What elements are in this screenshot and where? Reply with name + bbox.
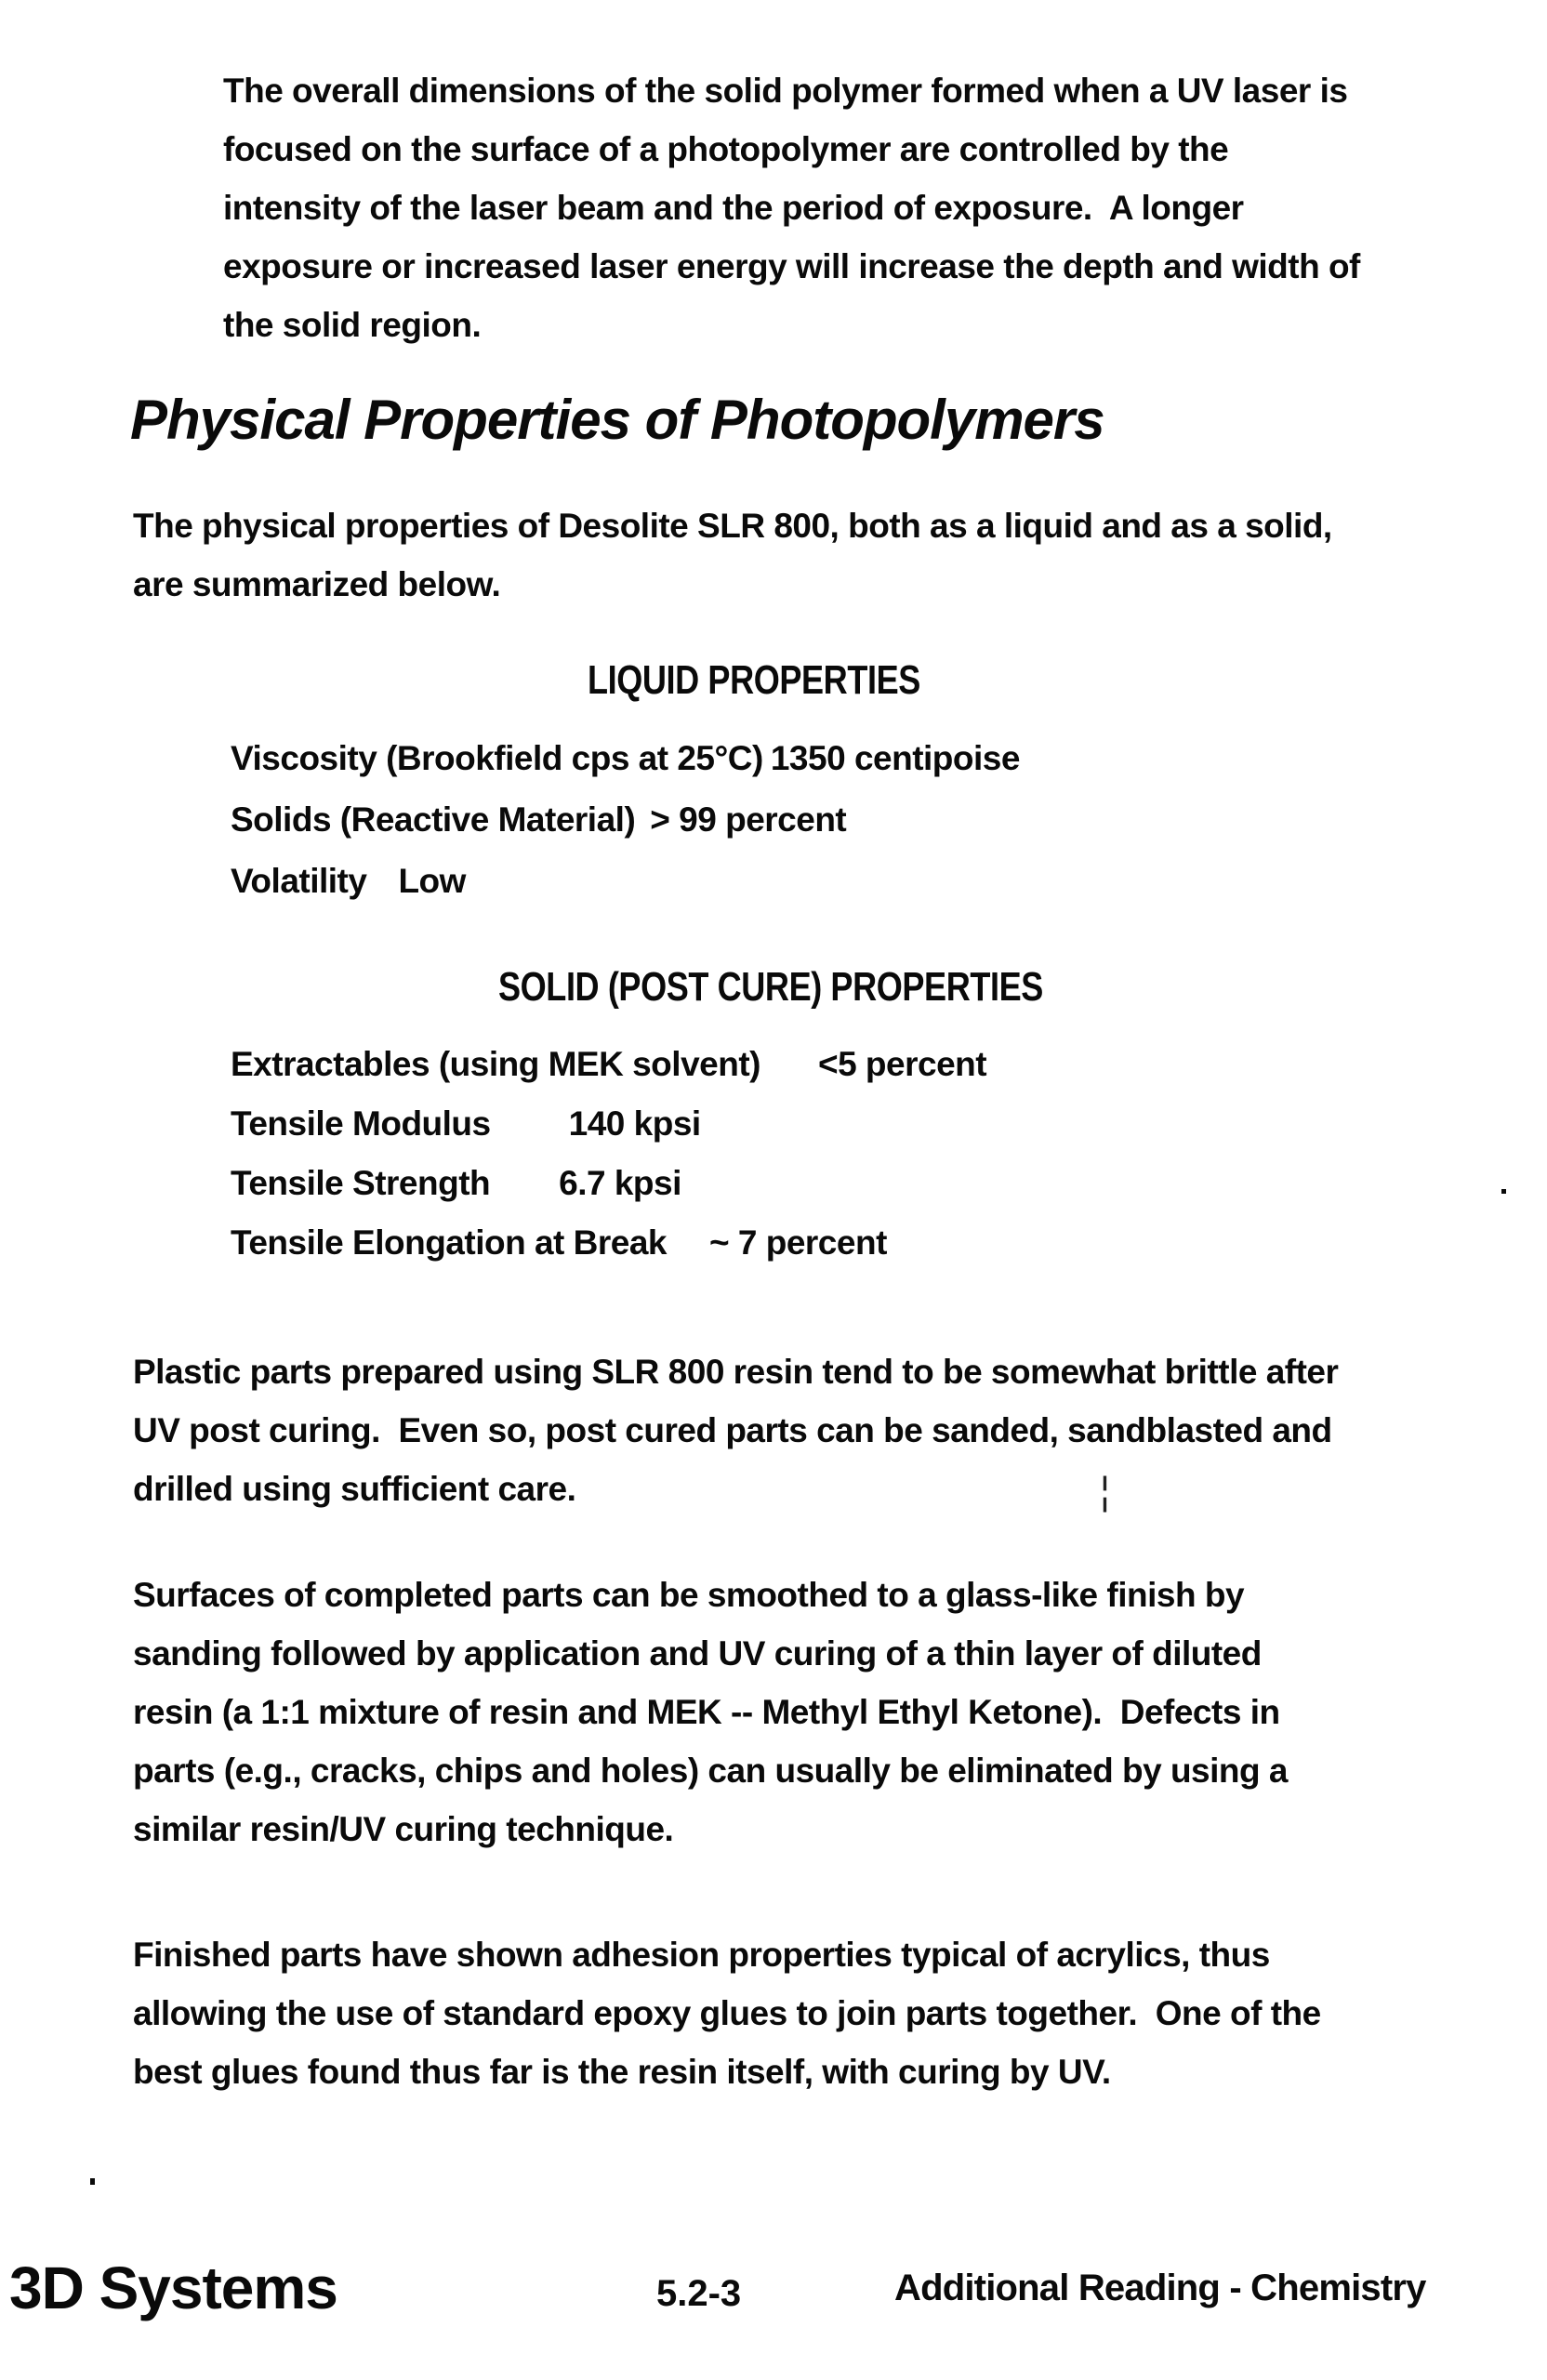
property-row-extractables xyxy=(231,1035,986,1094)
footer-brand-logo: 3D Systems xyxy=(9,2254,337,2321)
property-value: Low xyxy=(398,862,466,900)
property-value: 1350 centipoise xyxy=(770,739,1020,777)
property-label: Volatility xyxy=(231,862,367,900)
property-label: Extractables (using MEK solvent) xyxy=(231,1045,760,1083)
property-label: Tensile Modulus xyxy=(231,1104,491,1143)
property-row-volatility xyxy=(231,851,1020,912)
paragraph-adhesion-glues: Finished parts have shown adhesion properties typical of acrylics, thus allowing the use of standard epoxy glues to join parts together. One of the best glues found thus far is the resin itself, with curing by UV. xyxy=(133,1936,1321,2091)
property-row-tensile-modulus xyxy=(231,1094,986,1154)
footer-page-number: 5.2-3 xyxy=(656,2273,742,2314)
property-value: 140 kpsi xyxy=(568,1104,701,1143)
property-row-viscosity xyxy=(231,728,1020,789)
property-row-tensile-strength xyxy=(231,1154,986,1213)
property-row-tensile-elongation xyxy=(231,1213,986,1273)
scan-artifact-speck xyxy=(90,2178,95,2185)
property-label: Viscosity (Brookfield cps at 25°C) xyxy=(231,739,763,777)
property-label: Tensile Elongation at Break xyxy=(231,1223,667,1262)
scan-artifact-broken-bar: ¦ xyxy=(1100,1469,1110,1513)
property-value: <5 percent xyxy=(817,1045,987,1083)
liquid-properties-table xyxy=(231,728,1020,912)
property-row-solids xyxy=(231,789,1020,851)
liquid-properties-heading: LIQUID PROPERTIES xyxy=(588,656,920,703)
footer-section-title: Additional Reading - Chemistry xyxy=(894,2268,1426,2308)
solid-properties-table xyxy=(231,1035,986,1273)
solid-properties-heading: SOLID (POST CURE) PROPERTIES xyxy=(498,963,1043,1010)
property-value: > 99 percent xyxy=(650,800,847,839)
property-value: ~ 7 percent xyxy=(708,1223,887,1262)
section-heading-physical-properties: Physical Properties of Photopolymers xyxy=(130,389,1104,452)
scan-artifact-dot xyxy=(1501,1189,1506,1194)
property-label: Tensile Strength xyxy=(231,1164,491,1202)
paragraph-properties-summary: The physical properties of Desolite SLR 800, both as a liquid and as a solid, are summarized below. xyxy=(133,507,1332,603)
paragraph-laser-dimensions: The overall dimensions of the solid polymer formed when a UV laser is focused on the surface of a photopolymer are controlled by the intensity of the laser beam and the period of exposure. A longer exposure or increased laser energy will increase the depth and width of the solid region. xyxy=(223,72,1360,344)
paragraph-surface-finishing: Surfaces of completed parts can be smoothed to a glass-like finish by sanding followed by application and UV curing of a thin layer of diluted resin (a 1:1 mixture of resin and MEK -- Methyl Ethyl Ketone). Defects in parts (e.g., cracks, chips and holes) can usually be eliminated by using a similar resin/UV curing technique. xyxy=(133,1576,1288,1848)
property-label: Solids (Reactive Material) xyxy=(231,800,636,839)
paragraph-brittle-parts: Plastic parts prepared using SLR 800 resin tend to be somewhat brittle after UV post curing. Even so, post cured parts can be sanded, sandblasted and drilled using sufficient care. xyxy=(133,1353,1339,1508)
property-value: 6.7 kpsi xyxy=(559,1164,681,1202)
